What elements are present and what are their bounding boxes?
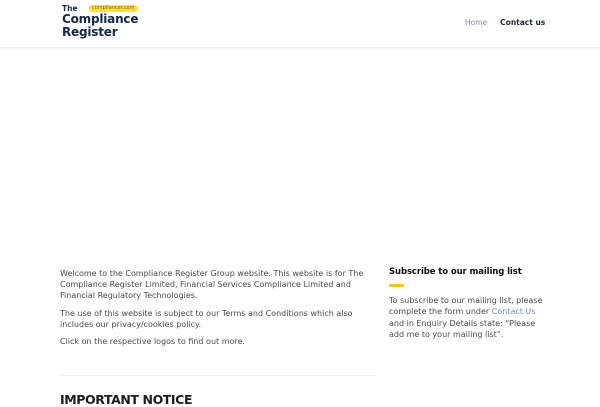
important-notice-heading: IMPORTANT NOTICE (60, 392, 193, 407)
logo-compliance-text: Compliance (62, 12, 139, 26)
main-nav (465, 18, 545, 27)
site-logo[interactable] (62, 3, 142, 43)
main-content (60, 268, 375, 353)
mailing-list-title: Subscribe to our mailing list (389, 267, 522, 277)
contact-us-link[interactable]: Contact Us (491, 307, 536, 316)
logo-the-text: The (62, 4, 78, 13)
welcome-paragraph: Welcome to the Compliance Register Group website. This website is for The Compliance Register Limited, Financial Services Compliance Limited and Financial Regulatory Technologies. (60, 269, 364, 301)
logo-domain-badge: compliancer.com (89, 5, 138, 12)
mailing-list-widget (389, 267, 549, 341)
logo-register-text: Register (62, 25, 118, 39)
title-accent-bar (389, 284, 404, 287)
mailing-text-before: To subscribe to our mailing list, please complete the form under (389, 295, 543, 316)
nav-home-link[interactable]: Home (465, 18, 488, 27)
site-header (0, 0, 600, 48)
section-divider (60, 375, 375, 376)
nav-contact-link[interactable]: Contact us (500, 18, 546, 27)
terms-paragraph: The use of this website is subject to our Terms and Conditions which also includes our privacy/cookies policy. (60, 308, 353, 329)
mailing-text-after: and in Enquiry Details state: “Please add me to your mailing list”. (389, 318, 536, 339)
mailing-list-text (389, 295, 549, 341)
logos-paragraph: Click on the respective logos to find out more. (60, 337, 245, 347)
